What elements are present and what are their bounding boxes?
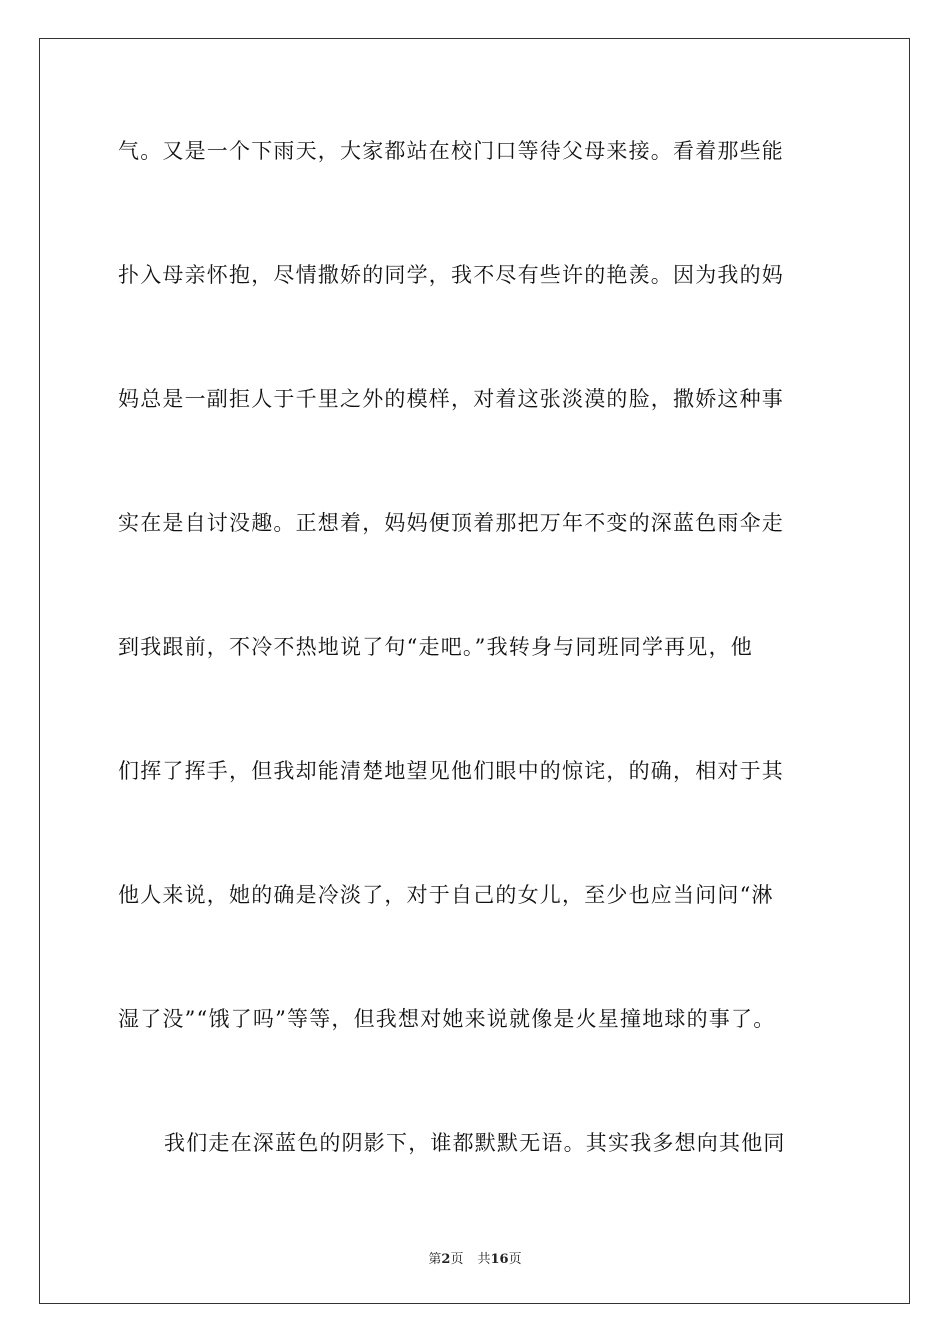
paragraph-line-9: 我们走在深蓝色的阴影下，谁都默默无语。其实我多想向其他同 xyxy=(164,1131,786,1155)
paragraph-line-8: 湿了没”“饿了吗”等等，但我想对她来说就像是火星撞地球的事了。 xyxy=(118,1007,776,1031)
paragraph-line-2: 扑入母亲怀抱，尽情撒娇的同学，我不尽有些许的艳羡。因为我的妈 xyxy=(118,263,784,287)
page-border xyxy=(39,38,910,1304)
paragraph-line-1: 气。又是一个下雨天，大家都站在校门口等待父母来接。看着那些能 xyxy=(118,139,784,163)
page-suffix: 页 xyxy=(450,1252,464,1267)
total-pages: 16 xyxy=(490,1252,509,1267)
paragraph-line-3: 妈总是一副拒人于千里之外的模样，对着这张淡漠的脸，撒娇这种事 xyxy=(118,387,784,411)
page-footer xyxy=(0,1248,950,1267)
page-prefix: 第 xyxy=(428,1252,442,1267)
paragraph-line-7: 他人来说，她的确是冷淡了，对于自己的女儿，至少也应当问问“淋 xyxy=(118,883,774,907)
paragraph-line-6: 们挥了挥手，但我却能清楚地望见他们眼中的惊诧，的确，相对于其 xyxy=(118,759,784,783)
page-number: 2 xyxy=(441,1252,451,1267)
total-prefix: 共 xyxy=(477,1252,491,1267)
paragraph-line-5: 到我跟前，不冷不热地说了句“走吧。”我转身与同班同学再见，他 xyxy=(118,635,753,659)
total-suffix: 页 xyxy=(508,1252,522,1267)
paragraph-line-4: 实在是自讨没趣。正想着，妈妈便顶着那把万年不变的深蓝色雨伞走 xyxy=(118,511,784,535)
